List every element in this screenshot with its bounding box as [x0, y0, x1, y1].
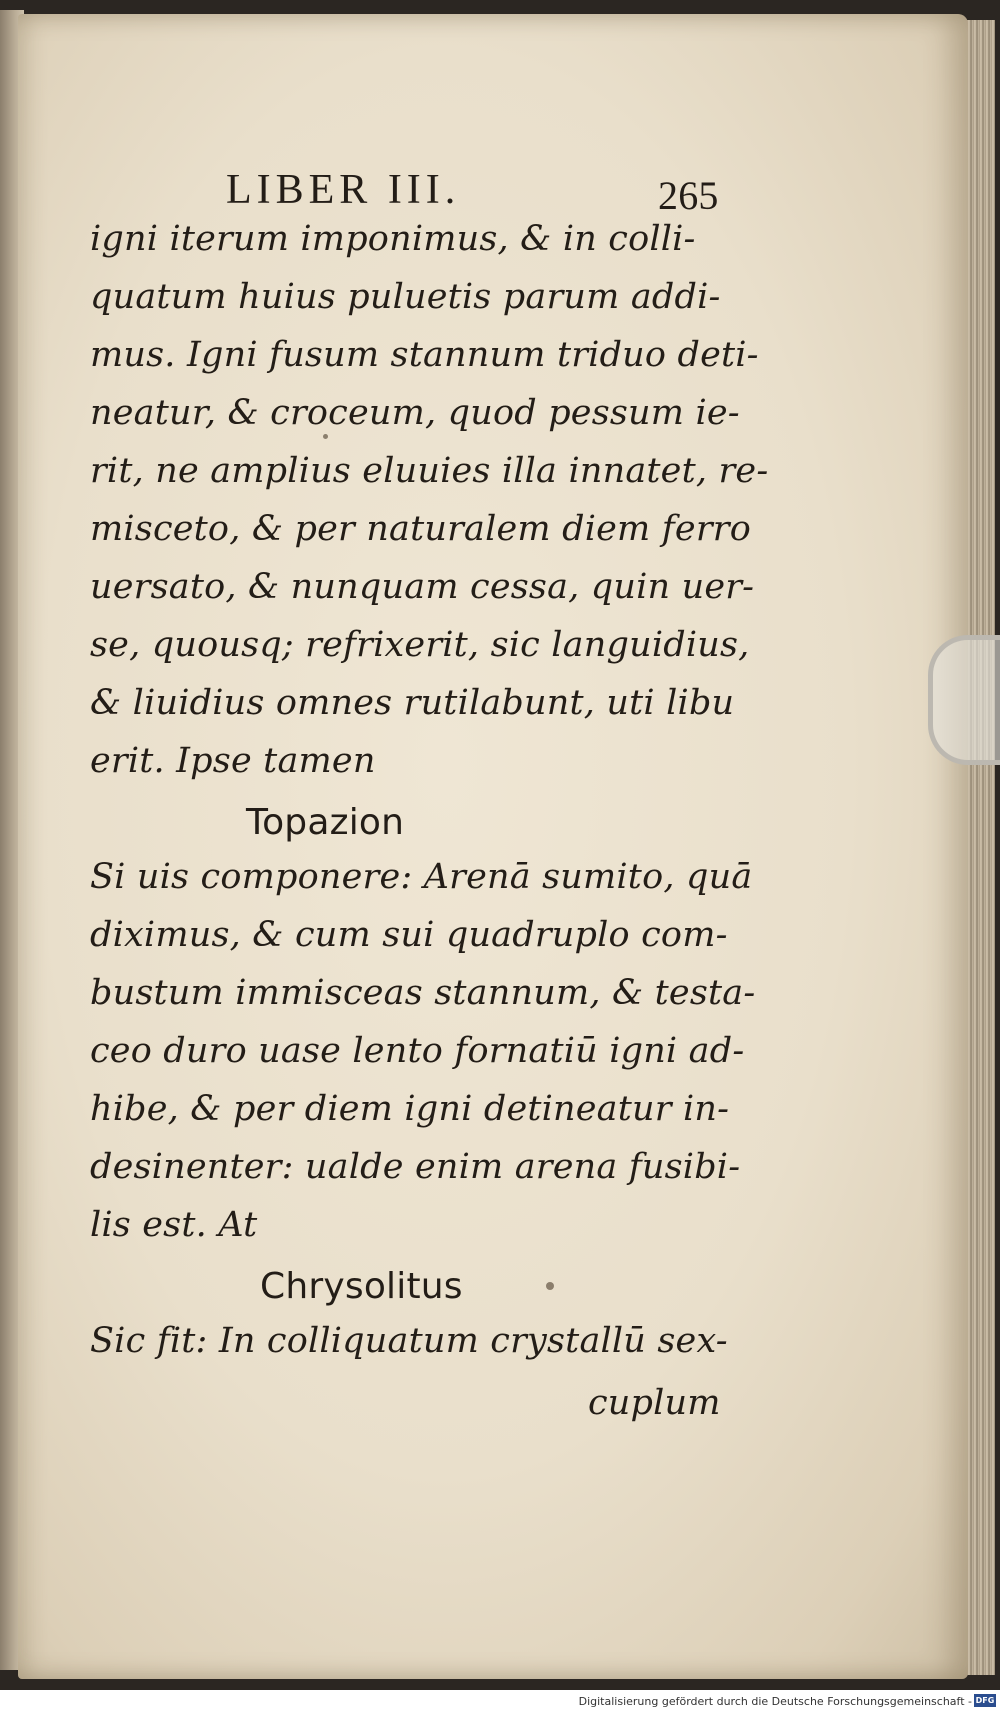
text-line: neatur, & croceum, quod pessum ie- [90, 393, 740, 433]
catchword: cuplum [588, 1383, 721, 1423]
dfg-logo: DFG [975, 1696, 995, 1705]
text-line: rit, ne amplius eluuies illa innatet, re- [90, 451, 769, 491]
funding-notice: Digitalisierung gefördert durch die Deutsche Forschungsgemeinschaft - [578, 1695, 972, 1708]
book-page [18, 14, 968, 1679]
text-line: bustum immisceas stannum, & testa- [90, 973, 756, 1013]
text-line: Si uis componere: Arenā sumito, quā [90, 857, 753, 897]
text-line: lis est. At [90, 1205, 258, 1245]
page-clip [928, 635, 1000, 765]
text-line: uersato, & nunquam cessa, quin uer- [90, 567, 755, 607]
text-line: desinenter: ualde enim arena fusibi- [90, 1147, 741, 1187]
text-line: Sic fit: In colliquatum crystallū sex- [90, 1321, 728, 1361]
text-line: misceto, & per naturalem diem ferro [90, 509, 751, 549]
page-number: 265 [658, 173, 719, 218]
section-heading: Topazion [246, 802, 405, 843]
text-line: ceo duro uase lento fornatiū igni ad- [90, 1031, 745, 1071]
ink-spot [546, 1282, 554, 1290]
text-line: & liuidius omnes rutilabunt, uti libu [90, 683, 735, 723]
footer-bar [0, 1690, 1000, 1713]
text-line: se, quousq; refrixerit, sic languidius, [90, 625, 750, 665]
text-line: quatum huius puluetis parum addi- [90, 277, 721, 317]
text-line: hibe, & per diem igni detineatur in- [90, 1089, 730, 1129]
ink-spot [323, 434, 328, 439]
text-line: mus. Igni fusum stannum triduo deti- [90, 335, 759, 375]
running-head: LIBER III. [226, 167, 461, 213]
text-line: diximus, & cum sui quadruplo com- [90, 915, 728, 955]
text-line: igni iterum imponimus, & in colli- [90, 219, 696, 259]
text-line: erit. Ipse tamen [90, 741, 376, 781]
section-heading: Chrysolitus [260, 1266, 463, 1307]
